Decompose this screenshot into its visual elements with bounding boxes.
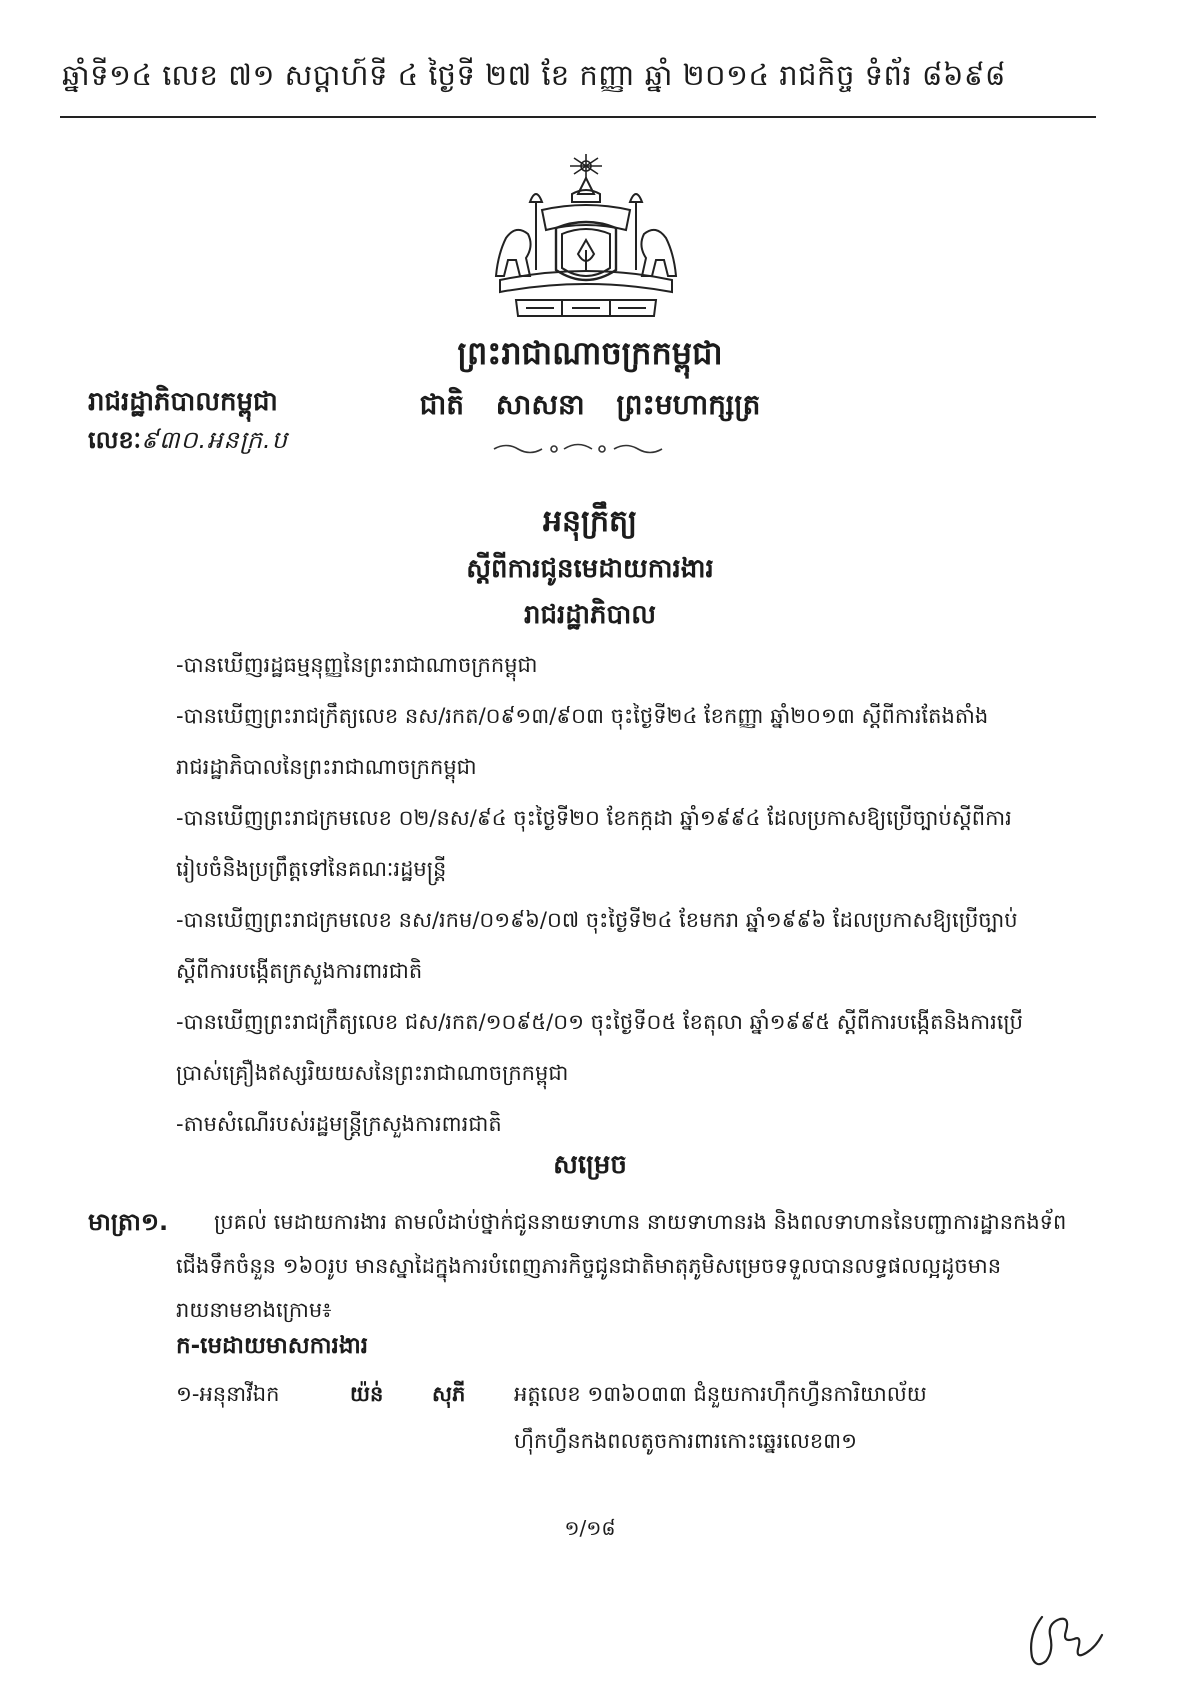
issuing-body: រាជរដ្ឋាភិបាល (523, 600, 657, 630)
considerations-list (176, 640, 1106, 1150)
consideration-item (176, 997, 1106, 1099)
consideration-line: -បានឃើញព្រះរាជក្រមលេខ នស/រកម/០១៩៦/០៧ ចុះថ្ងៃទី២៤ ខែមករា ឆ្នាំ១៩៩៦ ដែលប្រកាសឱ្យប្រើច្បាប់ (176, 908, 1018, 932)
kingdom-name: ព្រះរាជាណាចក្រកម្ពុជា (457, 334, 723, 372)
decision-heading: សម្រេច (553, 1150, 627, 1180)
article-body (176, 1200, 1106, 1332)
article-label: មាត្រា១. (88, 1208, 169, 1236)
gazette-header: ឆ្នាំទី១៤ លេខ ៧១ សប្តាហ៍ទី ៤ ថ្ងៃទី ២៧ ខែ កញ្ញា ឆ្នាំ ២០១៤ រាជកិច្ច ទំព័រ ៨៦៩៨ (62, 58, 1006, 92)
article-line: ប្រគល់ មេដាយការងារ តាមលំដាប់ថ្នាក់ជូននាយទាហាន នាយទាហានរង និងពលទាហាននៃបញ្ជាការដ្ឋានកងទ័ព (214, 1210, 1067, 1234)
consideration-item (176, 895, 1106, 997)
consideration-line: -បានឃើញរដ្ឋធម្មនុញ្ញនៃព្រះរាជាណាចក្រកម្ពុជា (176, 653, 538, 677)
consideration-line: រៀបចំនិងប្រព្រឹត្តទៅនៃគណៈរដ្ឋមន្ត្រី (176, 857, 447, 881)
document-number (88, 425, 288, 460)
recipient-surname: យ៉ន់ (350, 1382, 384, 1406)
recipient-description-continued: ហ៊ឹកហ្វឺនកងពលតូចការពារកោះឆ្នេរលេខ៣១ (514, 1429, 857, 1453)
recipient-rank: ១-អនុនាវីឯក (176, 1382, 280, 1406)
consideration-line: ស្តីពីការបង្កើតក្រសួងការពារជាតិ (176, 959, 423, 983)
page-number: ១/១៨ (564, 1516, 616, 1540)
consideration-line: -តាមសំណើរបស់រដ្ឋមន្ត្រីក្រសួងការពារជាតិ (176, 1112, 502, 1136)
consideration-line: -បានឃើញព្រះរាជក្រឹត្យលេខ នស/រកត/០៩១៣/៩០៣ ចុះថ្ងៃទី២៤ ខែកញ្ញា ឆ្នាំ២០១៣ ស្តីពីការតែងតាំង (176, 704, 989, 728)
article-line: ជើងទឹកចំនួន ១៦០រូប មានស្នាដៃក្នុងការបំពេញភារកិច្ចជូនជាតិមាតុភូមិសម្រេចទទួលបានលទ្ធផលល្អដូចមាន (176, 1254, 1002, 1278)
section-heading: ក-មេដាយមាសការងារ (176, 1333, 369, 1359)
consideration-item (176, 691, 1106, 793)
consideration-line: រាជរដ្ឋាភិបាលនៃព្រះរាជាណាចក្រកម្ពុជា (176, 755, 477, 779)
article-line: រាយនាមខាងក្រោម៖ (176, 1298, 332, 1322)
document-type-title: អនុក្រឹត្យ (542, 504, 638, 539)
header-divider (60, 116, 1096, 118)
recipient-given-name: សុភី (432, 1382, 466, 1406)
government-name: រាជរដ្ឋាភិបាលកម្ពុជា (88, 387, 278, 417)
handwritten-initials-icon (1020, 1605, 1110, 1675)
consideration-line: ប្រាស់គ្រឿងឥស្សរិយយសនៃព្រះរាជាណាចក្រកម្ពុជា (176, 1061, 569, 1085)
document-subject: ស្តីពីការជូនមេដាយការងារ (466, 554, 714, 584)
document-number-label: លេខៈ (88, 426, 142, 454)
consideration-line: -បានឃើញព្រះរាជក្រឹត្យលេខ ជស/រកត/១០៩៥/០១ ចុះថ្ងៃទី០៥ ខែតុលា ឆ្នាំ១៩៩៥ ស្តីពីការបង្កើតនិងការប្រើ (176, 1010, 1024, 1034)
royal-coat-of-arms-icon (486, 150, 686, 330)
consideration-item (176, 1099, 1106, 1150)
consideration-line: -បានឃើញព្រះរាជក្រមលេខ ០២/នស/៩៤ ចុះថ្ងៃទី២០ ខែកក្កដា ឆ្នាំ១៩៩៤ ដែលប្រកាសឱ្យប្រើច្បាប់ស្តីពីការ (176, 806, 1012, 830)
recipient-description: អត្តលេខ ១៣៦០៣៣ ជំនួយការហ៊ឹកហ្វឺនការិយាល័យ (514, 1382, 927, 1406)
national-motto: ជាតិ សាសនា ព្រះមហាក្សត្រ (419, 388, 761, 421)
consideration-item (176, 793, 1106, 895)
consideration-item (176, 640, 1106, 691)
ornament-divider-icon (488, 440, 668, 458)
document-number-value: ៩៣០.អនក្រ.ប (141, 426, 288, 454)
